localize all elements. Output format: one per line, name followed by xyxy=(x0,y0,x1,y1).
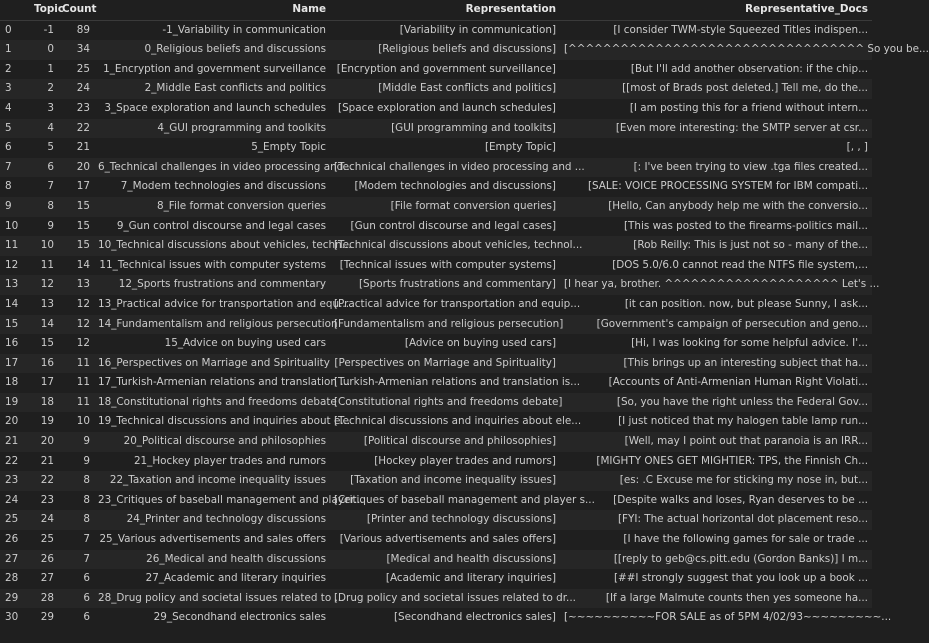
count-cell: 20 xyxy=(76,160,90,173)
representation-cell: [Advice on buying used cars] xyxy=(404,337,556,350)
count-cell: 8 xyxy=(83,474,90,487)
count-cell: 8 xyxy=(83,493,90,506)
topic-cell: 8 xyxy=(47,199,54,212)
name-cell: 17_Turkish-Armenian relations and translation ... xyxy=(98,376,351,389)
count-cell: 89 xyxy=(76,23,90,36)
representative-docs-cell: [Accounts of Anti-Armenian Human Right Violati... xyxy=(608,376,868,389)
representation-cell: [Modem technologies and discussions] xyxy=(354,180,556,193)
representative-docs-cell: [Hello, Can anybody help me with the conversio... xyxy=(608,199,868,212)
count-cell: 15 xyxy=(76,199,90,212)
representative-docs-cell: [MIGHTY ONES GET MIGHTIER: TPS, the Finnish Ch... xyxy=(596,454,868,467)
row-index: 11 xyxy=(5,239,19,252)
representation-cell: [Religious beliefs and discussions] xyxy=(378,43,556,56)
row-index: 20 xyxy=(5,415,19,428)
header-row xyxy=(0,0,872,20)
table-row xyxy=(0,119,872,139)
table-row xyxy=(0,608,872,628)
table-row xyxy=(0,138,872,158)
name-cell: 4_GUI programming and toolkits xyxy=(157,121,326,134)
topic-cell: 9 xyxy=(47,219,54,232)
representation-cell: [Drug policy and societal issues related to dr... xyxy=(334,591,576,604)
representative-docs-cell: [I just noticed that my halogen table lamp run... xyxy=(618,415,868,428)
table-row xyxy=(0,334,872,354)
table-row xyxy=(0,315,872,335)
name-cell: 18_Constitutional rights and freedoms debate xyxy=(98,395,337,408)
row-index: 7 xyxy=(5,160,12,173)
representative-docs-cell: [I consider TWM-style Squeezed Titles indispen... xyxy=(613,23,868,36)
representation-cell: [Encryption and government surveillance] xyxy=(336,62,556,75)
topic-cell: 7 xyxy=(47,180,54,193)
representative-docs-cell: [Rob Reilly: This is just not so - many of the... xyxy=(633,239,868,252)
representation-header: Representation xyxy=(330,0,560,20)
row-index: 2 xyxy=(5,62,12,75)
row-index: 6 xyxy=(5,141,12,154)
row-index: 26 xyxy=(5,533,19,546)
count-cell: 15 xyxy=(76,219,90,232)
name-cell: 13_Practical advice for transportation and equ... xyxy=(98,297,349,310)
name-cell: 6_Technical challenges in video processing and... xyxy=(98,160,354,173)
table-row xyxy=(0,256,872,276)
name-cell: 11_Technical issues with computer systems xyxy=(99,258,326,271)
table-row xyxy=(0,236,872,256)
topic-cell: 6 xyxy=(47,160,54,173)
representation-cell: [Practical advice for transportation and equip... xyxy=(334,297,581,310)
representative-docs-cell: [But I'll add another observation: if the chip... xyxy=(630,62,868,75)
representation-cell: [GUI programming and toolkits] xyxy=(391,121,556,134)
count-cell: 6 xyxy=(83,591,90,604)
table-row xyxy=(0,177,872,197)
representation-cell: [Space exploration and launch schedules] xyxy=(338,101,556,114)
representative-docs-cell: [Government's campaign of persecution and geno... xyxy=(596,317,868,330)
topic-cell: 26 xyxy=(40,552,54,565)
count-cell: 7 xyxy=(83,533,90,546)
table-row xyxy=(0,510,872,530)
representation-cell: [Technical discussions about vehicles, technol... xyxy=(334,239,583,252)
row-index: 17 xyxy=(5,356,19,369)
topic-cell: 25 xyxy=(40,533,54,546)
topic-cell: 5 xyxy=(47,141,54,154)
topic-cell: 10 xyxy=(40,239,54,252)
row-index: 22 xyxy=(5,454,19,467)
representative-docs-cell: [I hear ya, brother. ^^^^^^^^^^^^^^^^^^^^ Let's ... xyxy=(564,278,880,291)
topic-cell: 24 xyxy=(40,513,54,526)
topic-cell: 20 xyxy=(40,435,54,448)
representative-docs-cell: [it can position. now, but please Sunny, I ask... xyxy=(624,297,868,310)
row-index: 8 xyxy=(5,180,12,193)
representative-docs-cell: [Hi, I was looking for some helpful advice. I'... xyxy=(631,337,868,350)
representation-cell: [Hockey player trades and rumors] xyxy=(374,454,556,467)
representation-cell: [Political discourse and philosophies] xyxy=(363,435,556,448)
topic-cell: 14 xyxy=(40,317,54,330)
name-cell: 9_Gun control discourse and legal cases xyxy=(116,219,326,232)
name-cell: -1_Variability in communication xyxy=(162,23,326,36)
topic-header: Topic xyxy=(30,0,58,20)
representation-cell: [Printer and technology discussions] xyxy=(366,513,556,526)
representative-docs-cell: [This was posted to the firearms-politics mail... xyxy=(623,219,868,232)
topic-cell: 18 xyxy=(40,395,54,408)
representative-docs-cell: [Even more interesting: the SMTP server at csr... xyxy=(615,121,868,134)
name-cell: 2_Middle East conflicts and politics xyxy=(144,82,326,95)
topic-cell: 23 xyxy=(40,493,54,506)
name-cell: 29_Secondhand electronics sales xyxy=(153,611,326,624)
representative-docs-cell: [I am posting this for a friend without intern... xyxy=(629,101,868,114)
topic-cell: 21 xyxy=(40,454,54,467)
count-cell: 12 xyxy=(76,297,90,310)
count-cell: 9 xyxy=(83,435,90,448)
representation-cell: [Empty Topic] xyxy=(484,141,556,154)
name-cell: 21_Hockey player trades and rumors xyxy=(133,454,326,467)
table-row xyxy=(0,217,872,237)
row-index: 0 xyxy=(5,23,12,36)
row-index: 10 xyxy=(5,219,19,232)
representation-cell: [Fundamentalism and religious persecution] xyxy=(334,317,564,330)
representative-docs-header: Representative_Docs xyxy=(560,0,872,20)
name-cell: 27_Academic and literary inquiries xyxy=(145,572,326,585)
topic-cell: 29 xyxy=(40,611,54,624)
topic-cell: 17 xyxy=(40,376,54,389)
topic-cell: -1 xyxy=(43,23,54,36)
row-index: 27 xyxy=(5,552,19,565)
representative-docs-cell: [SALE: VOICE PROCESSING SYSTEM for IBM compati... xyxy=(587,180,868,193)
topic-cell: 19 xyxy=(40,415,54,428)
topic-cell: 12 xyxy=(40,278,54,291)
representative-docs-cell: [So, you have the right unless the Federal Gov... xyxy=(616,395,868,408)
representation-cell: [Turkish-Armenian relations and translation is... xyxy=(334,376,581,389)
row-index: 28 xyxy=(5,572,19,585)
table-body xyxy=(0,20,929,628)
table-row xyxy=(0,20,872,40)
count-cell: 12 xyxy=(76,317,90,330)
representative-docs-cell: [I have the following games for sale or trade ... xyxy=(623,533,868,546)
row-index: 13 xyxy=(5,278,19,291)
representation-cell: [Critiques of baseball management and player s... xyxy=(334,493,595,506)
representation-cell: [Technical discussions and inquiries about ele... xyxy=(334,415,582,428)
representative-docs-cell: [^^^^^^^^^^^^^^^^^^^^^^^^^^^^^^^^^^ So you be... xyxy=(564,43,929,56)
count-cell: 6 xyxy=(83,572,90,585)
count-cell: 10 xyxy=(76,415,90,428)
representation-cell: [Gun control discourse and legal cases] xyxy=(350,219,556,232)
name-cell: 0_Religious beliefs and discussions xyxy=(144,43,326,56)
table-row xyxy=(0,373,872,393)
representative-docs-cell: [##I strongly suggest that you look up a book ... xyxy=(613,572,868,585)
row-index: 3 xyxy=(5,82,12,95)
table-row xyxy=(0,275,872,295)
table-row xyxy=(0,550,872,570)
topic-cell: 16 xyxy=(40,356,54,369)
table-row xyxy=(0,79,872,99)
name-cell: 10_Technical discussions about vehicles, techn... xyxy=(98,239,352,252)
count-cell: 9 xyxy=(83,454,90,467)
table-row xyxy=(0,589,872,609)
count-cell: 17 xyxy=(76,180,90,193)
topic-cell: 3 xyxy=(47,101,54,114)
representation-cell: [Various advertisements and sales offers] xyxy=(339,533,556,546)
count-header: Count xyxy=(58,0,94,20)
representation-cell: [Taxation and income inequality issues] xyxy=(350,474,556,487)
name-cell: 22_Taxation and income inequality issues xyxy=(109,474,326,487)
name-cell: 5_Empty Topic xyxy=(251,141,326,154)
table-row xyxy=(0,295,872,315)
representation-cell: [Secondhand electronics sales] xyxy=(393,611,556,624)
row-index: 16 xyxy=(5,337,19,350)
representation-cell: [Medical and health discussions] xyxy=(386,552,556,565)
table-row xyxy=(0,197,872,217)
table-row xyxy=(0,452,872,472)
name-cell: 15_Advice on buying used cars xyxy=(164,337,326,350)
table-row xyxy=(0,530,872,550)
count-cell: 23 xyxy=(76,101,90,114)
topic-cell: 1 xyxy=(47,62,54,75)
representation-cell: [Academic and literary inquiries] xyxy=(385,572,556,585)
row-index: 23 xyxy=(5,474,19,487)
row-index: 9 xyxy=(5,199,12,212)
topic-cell: 27 xyxy=(40,572,54,585)
representation-cell: [Variability in communication] xyxy=(399,23,556,36)
count-cell: 12 xyxy=(76,337,90,350)
table-row xyxy=(0,432,872,452)
topic-cell: 15 xyxy=(40,337,54,350)
table-row xyxy=(0,393,872,413)
name-cell: 23_Critiques of baseball management and player... xyxy=(98,493,364,506)
representation-cell: [Technical issues with computer systems] xyxy=(339,258,556,271)
table-row xyxy=(0,412,872,432)
topic-cell: 28 xyxy=(40,591,54,604)
name-cell: 14_Fundamentalism and religious persecution xyxy=(98,317,338,330)
name-cell: 24_Printer and technology discussions xyxy=(126,513,326,526)
row-index: 12 xyxy=(5,258,19,271)
name-cell: 28_Drug policy and societal issues related to ... xyxy=(98,591,345,604)
representative-docs-cell: [FYI: The actual horizontal dot placement reso... xyxy=(618,513,868,526)
name-header: Name xyxy=(94,0,330,20)
topic-cell: 0 xyxy=(47,43,54,56)
representative-docs-cell: [DOS 5.0/6.0 cannot read the NTFS file system,... xyxy=(612,258,868,271)
count-cell: 34 xyxy=(76,43,90,56)
representation-cell: [Perspectives on Marriage and Spirituality] xyxy=(334,356,556,369)
representation-cell: [Sports frustrations and commentary] xyxy=(359,278,556,291)
row-index: 30 xyxy=(5,611,19,624)
table-row xyxy=(0,471,872,491)
name-cell: 7_Modem technologies and discussions xyxy=(120,180,326,193)
count-cell: 8 xyxy=(83,513,90,526)
topic-cell: 22 xyxy=(40,474,54,487)
count-cell: 14 xyxy=(76,258,90,271)
table-row xyxy=(0,158,872,178)
representative-docs-cell: [: I've been trying to view .tga files created... xyxy=(633,160,868,173)
representative-docs-cell: [es: .C Excuse me for sticking my nose in, but... xyxy=(619,474,868,487)
representation-cell: [Middle East conflicts and politics] xyxy=(378,82,556,95)
representative-docs-cell: [, , ] xyxy=(846,141,868,154)
row-index: 14 xyxy=(5,297,19,310)
representative-docs-cell: [This brings up an interesting subject that ha... xyxy=(623,356,868,369)
count-cell: 13 xyxy=(76,278,90,291)
row-index: 29 xyxy=(5,591,19,604)
topic-cell: 2 xyxy=(47,82,54,95)
name-cell: 20_Political discourse and philosophies xyxy=(123,435,326,448)
name-cell: 26_Medical and health discussions xyxy=(146,552,326,565)
count-cell: 11 xyxy=(76,376,90,389)
name-cell: 3_Space exploration and launch schedules xyxy=(104,101,326,114)
representative-docs-cell: [If a large Malmute counts then yes someone ha... xyxy=(605,591,868,604)
table-row xyxy=(0,491,872,511)
count-cell: 15 xyxy=(76,239,90,252)
representative-docs-cell: [~~~~~~~~~~FOR SALE as of 5PM 4/02/93~~~~~~~~~... xyxy=(564,611,892,624)
representation-cell: [Constitutional rights and freedoms debate] xyxy=(334,395,563,408)
row-index: 4 xyxy=(5,101,12,114)
name-cell: 25_Various advertisements and sales offers xyxy=(99,533,326,546)
representative-docs-cell: [Despite walks and loses, Ryan deserves to be ... xyxy=(613,493,868,506)
name-cell: 19_Technical discussions and inquiries about e... xyxy=(98,415,351,428)
row-index: 15 xyxy=(5,317,19,330)
representative-docs-cell: [Well, may I point out that paranoia is an IRR... xyxy=(624,435,868,448)
row-index: 24 xyxy=(5,493,19,506)
count-cell: 22 xyxy=(76,121,90,134)
row-index: 5 xyxy=(5,121,12,134)
count-cell: 25 xyxy=(76,62,90,75)
row-index: 25 xyxy=(5,513,19,526)
count-cell: 11 xyxy=(76,395,90,408)
index-header xyxy=(0,0,30,20)
table-row xyxy=(0,99,872,119)
count-cell: 11 xyxy=(76,356,90,369)
row-index: 1 xyxy=(5,43,12,56)
representative-docs-cell: [[most of Brads post deleted.] Tell me, do the... xyxy=(622,82,868,95)
representative-docs-cell: [[reply to geb@cs.pitt.edu (Gordon Banks)] I m... xyxy=(613,552,868,565)
name-cell: 1_Encryption and government surveillance xyxy=(103,62,326,75)
representation-cell: [File format conversion queries] xyxy=(390,199,556,212)
table-row xyxy=(0,569,872,589)
table-row xyxy=(0,60,872,80)
topic-cell: 13 xyxy=(40,297,54,310)
row-index: 19 xyxy=(5,395,19,408)
count-cell: 21 xyxy=(76,141,90,154)
row-index: 21 xyxy=(5,435,19,448)
table-row xyxy=(0,40,872,60)
table-row xyxy=(0,354,872,374)
topic-cell: 4 xyxy=(47,121,54,134)
name-cell: 12_Sports frustrations and commentary xyxy=(118,278,326,291)
count-cell: 6 xyxy=(83,611,90,624)
name-cell: 8_File format conversion queries xyxy=(156,199,326,212)
count-cell: 7 xyxy=(83,552,90,565)
name-cell: 16_Perspectives on Marriage and Spirituality xyxy=(98,356,330,369)
representation-cell: [Technical challenges in video processing and ... xyxy=(334,160,585,173)
row-index: 18 xyxy=(5,376,19,389)
count-cell: 24 xyxy=(76,82,90,95)
topic-cell: 11 xyxy=(40,258,54,271)
